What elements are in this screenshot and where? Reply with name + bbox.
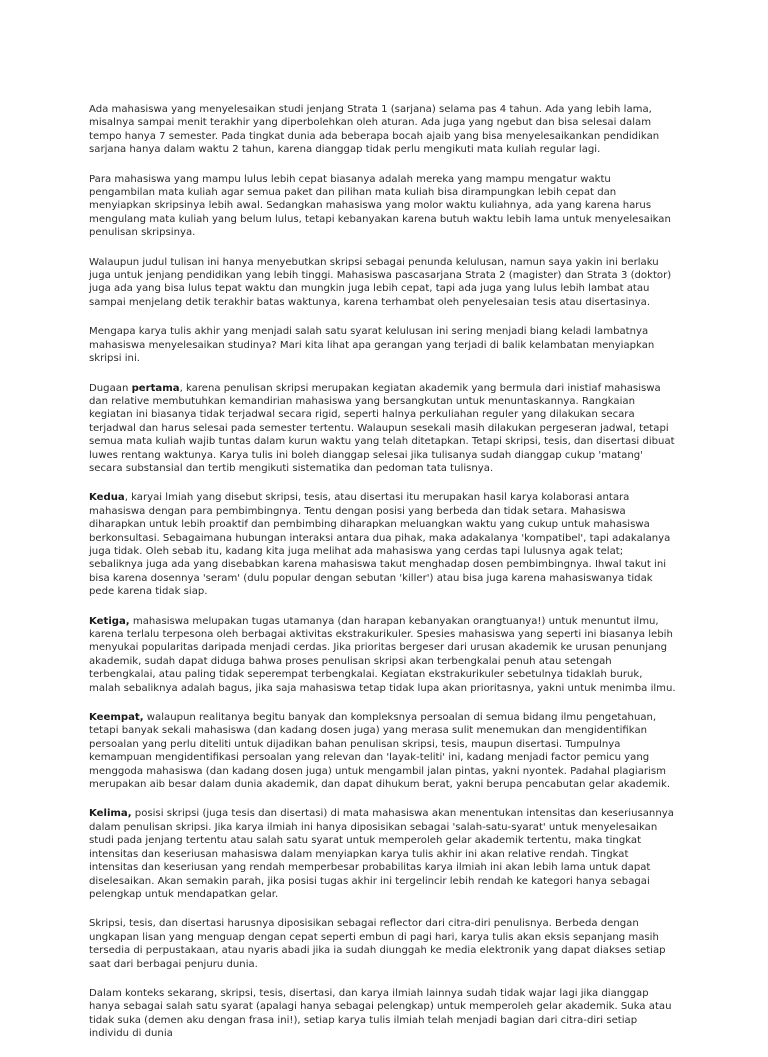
paragraph-lead: Kedua: [89, 492, 125, 504]
paragraph-text: mahasiswa melupakan tugas utamanya (dan harapan kebanyakan orangtuanya!) untuk menuntut ilmu, karena terlalu terpesona oleh berbagai aktivitas ekstrakurikuler. Spesies mahasiswa yang seperti ini biasanya lebih menyukai popularitas daripada menjadi cerdas. Jika prioritas bergeser dari urusan akademik ke urusan penunjang akademik, sudah dapat diduga bahwa proses penulisan skripsi akan terbengkalai penuh atau setengah terbengkalai, atau paling tidak seperempat terbengkalai. Kegiatan ekstrakurikuler sebetulnya tidaklah buruk, malah sebaliknya adalah bagus, jika saja mahasiswa tetap tidak lupa akan prioritasnya, yakni untuk menimba ilmu.: [89, 615, 676, 694]
paragraph-text: Dalam konteks sekarang, skripsi, tesis, disertasi, dan karya ilmiah lainnya sudah tidak wajar lagi jika dianggap hanya sebagai salah satu syarat (apalagi hanya sebagai pelengkap) untuk memperoleh gelar akademik. Suka atau tidak suka (demen aku dengan frasa ini!), setiap karya tulis ilmiah telah menjadi bagian dari citra-diri setiap individu di dunia: [89, 987, 672, 1040]
paragraph-text: Para mahasiswa yang mampu lulus lebih cepat biasanya adalah mereka yang mampu mengatur waktu pengambilan mata kuliah agar semua paket dan pilihan mata kuliah bisa dirampungkan lebih cepat dan menyiapkan skripsinya lebih awal. Sedangkan mahasiswa yang molor waktu kuliahnya, ada yang karena harus mengulang mata kuliah yang belum lulus, tetapi kebanyakan karena butuh waktu lebih lama untuk menyelesaikan penulisan skripsinya.: [89, 173, 671, 239]
paragraph-10: [89, 917, 676, 971]
paragraph-2: [89, 173, 676, 240]
paragraph-lead: Ketiga,: [89, 615, 130, 627]
paragraph-1: [89, 103, 676, 157]
paragraph-text: Mengapa karya tulis akhir yang menjadi salah satu syarat kelulusan ini sering menjadi biang keladi lambatnya mahasiswa menyelesaikan studinya? Mari kita lihat apa gerangan yang terjadi di balik kelambatan menyiapkan skripsi ini.: [89, 326, 655, 365]
paragraph-text: posisi skripsi (juga tesis dan disertasi) di mata mahasiswa akan menentukan intensitas dan keseriusannya dalam penulisan skripsi. Jika karya ilmiah ini hanya diposisikan sebagai 'salah-satu-syarat' untuk menyelesaikan studi pada jenjang tertentu atau salah satu syarat untuk memperoleh gelar akademik tertentu, maka tingkat intensitas dan keseriusan mahasiswa dalam menyiapkan karya tulis akhir ini akan relative rendah. Tingkat intensitas dan keseriusan yang rendah memperbesar probabilitas karya ilmiah ini akan lebih lama untuk dapat diselesaikan. Akan semakin parah, jika posisi tugas akhir ini tergelincir lebih rendah ke kategori hanya sebagai pelengkap untuk mendapatkan gelar.: [89, 808, 674, 900]
paragraph-3: [89, 256, 676, 310]
paragraph-6: [89, 491, 676, 598]
paragraph-text: , karena penulisan skripsi merupakan kegiatan akademik yang bermula dari inistiaf mahasiswa dan relative membutuhkan kemandirian mahasiswa yang bersangkutan untuk menuntaskannya. Rangkaian kegiatan ini biasanya tidak terjadwal secara rigid, seperti halnya perkuliahan reguler yang dilakukan secara terjadwal dan harus selesai pada semester tertentu. Walaupun sesekali masih dilakukan pergeseran jadwal, tetapi semua mata kuliah wajib tuntas dalam kurun waktu yang telah ditetapkan. Tetapi skripsi, tesis, dan disertasi dibuat luwes rentang waktunya. Karya tulis ini boleh dianggap selesai jika tulisanya sudah dianggap cukup 'matang' secara substansial dan tertib mengikuti sistematika dan pedoman tata tulisnya.: [89, 382, 675, 474]
paragraph-lead: Kelima,: [89, 808, 132, 820]
paragraph-5: [89, 382, 676, 476]
paragraph-4: [89, 325, 676, 365]
paragraph-text: Skripsi, tesis, dan disertasi harusnya diposisikan sebagai reflector dari citra-diri penulisnya. Berbeda dengan ungkapan lisan yang menguap dengan cepat seperti embun di pagi hari, karya tulis akan eksis sepanjang masih tersedia di perpustakaan, atau nyaris abadi jika ia sudah diunggah ke media elektronik yang dapat diakses setiap saat dari berbagai penjuru dunia.: [89, 918, 666, 970]
paragraph-text: Ada mahasiswa yang menyelesaikan studi jenjang Strata 1 (sarjana) selama pas 4 tahun. Ada yang lebih lama, misalnya sampai menit terakhir yang diperbolehkan oleh aturan. Ada juga yang ngebut dan bisa selesai dalam tempo hanya 7 semester. Pada tingkat dunia ada beberapa bocah ajaib yang bisa menyelesaikankan pendidikan sarjana hanya dalam waktu 2 tahun, karena dianggap tidak perlu mengikuti mata kuliah regular lagi.: [89, 104, 660, 156]
paragraph-lead: pertama: [131, 382, 180, 394]
paragraph-text: Walaupun judul tulisan ini hanya menyebutkan skripsi sebagai penunda kelulusan, namun saya yakin ini berlaku juga untuk jenjang pendidikan yang lebih tinggi. Mahasiswa pascasarjana Strata 2 (magister) dan Strata 3 (doktor) juga ada yang bisa lulus tepat waktu dan mungkin juga lebih cepat, tapi ada juga yang lulus lebih lambat atau sampai menjelang detik terakhir batas waktunya, karena terhambat oleh penyelesaian tesis atau disertasinya.: [89, 256, 672, 308]
paragraph-7: [89, 615, 676, 695]
paragraph-8: [89, 711, 676, 791]
paragraph-text: , karyai lmiah yang disebut skripsi, tesis, atau disertasi itu merupakan hasil karya kolaborasi antara mahasiswa dengan para pembimbingnya. Tentu dengan posisi yang berbeda dan tidak setara. Mahasiswa diharapkan untuk lebih proaktif dan pembimbing diharapkan meluangkan waktu yang cukup untuk mahasiswa berkonsultasi. Sebagaimana hubungan interaksi antara dua pihak, maka adakalanya 'kompatibel', tapi adakalanya juga tidak. Oleh sebab itu, kadang kita juga melihat ada mahasiswa yang cerdas tapi lulusnya agak telat; sebaliknya juga ada yang disebabkan karena mahasiswa takut menghadap dosen pembimbingnya. Ihwal takut ini bisa karena dosennya 'seram' (dulu popular dengan sebutan 'killer') atau bisa juga karena mahasiswanya tidak pede karena tidak siap.: [89, 492, 671, 598]
paragraph-text: walaupun realitanya begitu banyak dan kompleksnya persoalan di semua bidang ilmu pengetahuan, tetapi banyak sekali mahasiswa (dan kadang dosen juga) yang merasa sulit menemukan dan mengidentifikan persoalan yang perlu diteliti untuk dijadikan bahan penulisan skripsi, tesis, maupun disertasi. Tumpulnya kemampuan mengidentifikasi persoalan yang relevan dan 'layak-teliti' ini, kadang menjadi factor pemicu yang menggoda mahasiswa (dan kadang dosen juga) untuk mengambil jalan pintas, yakni nyontek. Padahal plagiarism merupakan aib besar dalam dunia akademik, dan dapat dihukum berat, yakni berupa pencabutan gelar akademik.: [89, 712, 671, 791]
paragraph-lead: Keempat,: [89, 712, 144, 724]
document-body: [89, 103, 676, 1057]
paragraph-9: [89, 807, 676, 901]
paragraph-prefix: Dugaan: [89, 382, 132, 394]
paragraph-11: [89, 987, 676, 1041]
